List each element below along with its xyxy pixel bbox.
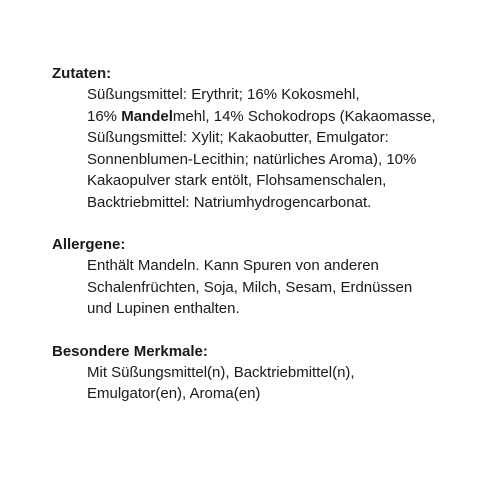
features-section — [52, 342, 482, 405]
allergens-line: Enthält Mandeln. Kann Spuren von anderen — [87, 257, 379, 274]
allergens-section — [52, 235, 482, 320]
ingredients-line: Süßungsmittel: Xylit; Kakaobutter, Emulgator: — [87, 129, 389, 146]
ingredients-heading: Zutaten: — [52, 65, 112, 82]
features-text — [52, 362, 482, 405]
text-fragment: mehl, 14% Schokodrops (Kakaomasse, — [172, 107, 436, 125]
allergen-highlight: Mandel — [121, 107, 173, 125]
text-fragment: 16% — [87, 107, 122, 125]
ingredients-line: Süßungsmittel: Erythrit; 16% Kokosmehl, — [87, 86, 360, 103]
ingredients-line — [87, 106, 482, 128]
allergens-heading: Allergene: — [52, 236, 126, 253]
allergens-text — [52, 255, 482, 320]
features-heading: Besondere Merkmale: — [52, 342, 208, 360]
allergens-line: Schalenfrüchten, Soja, Milch, Sesam, Erdnüssen — [87, 278, 413, 296]
features-line: Mit Süßungsmittel(n), Backtriebmittel(n), — [87, 363, 355, 381]
ingredients-section — [52, 64, 482, 213]
ingredients-line: Backtriebmittel: Natriumhydrogencarbonat. — [87, 193, 372, 211]
ingredient-label — [52, 64, 482, 427]
allergens-line: und Lupinen enthalten. — [87, 300, 240, 317]
features-line: Emulgator(en), Aroma(en) — [87, 385, 261, 402]
ingredients-text — [52, 84, 482, 213]
ingredients-line: Kakaopulver stark entölt, Flohsamenschalen, — [87, 172, 387, 189]
ingredients-line: Sonnenblumen-Lecithin; natürliches Aroma), 10% — [87, 150, 417, 168]
